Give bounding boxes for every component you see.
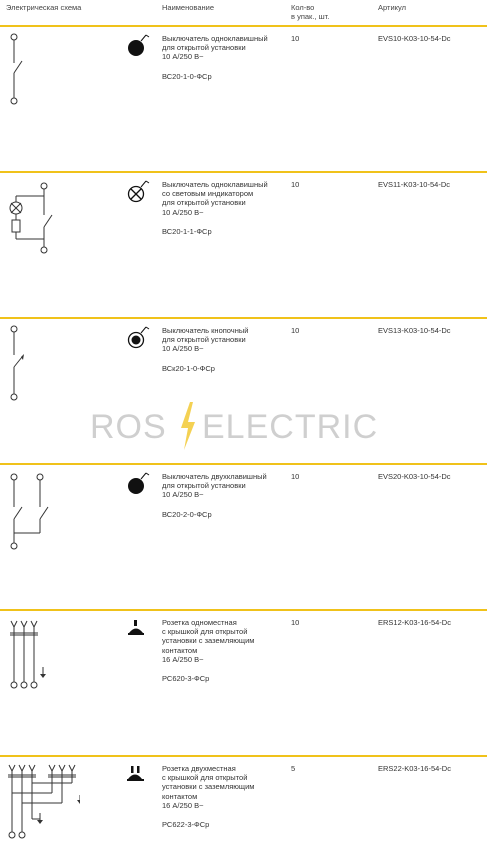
- pack-qty: 5: [291, 764, 296, 773]
- product-code: РС622-3-ФСр: [162, 820, 210, 830]
- product-name: [162, 326, 280, 373]
- watermark: [90, 398, 400, 458]
- socket-double-icon: [124, 761, 154, 789]
- header-scheme: Электрическая схема: [6, 3, 82, 12]
- article-number: EVS13-K03-10-54-Dc: [378, 326, 451, 335]
- scheme-switch-button: [0, 317, 80, 463]
- product-code: ВСк20-1-0-ФСр: [162, 363, 215, 373]
- header-qty-line2: в упак., шт.: [291, 12, 330, 21]
- header-name: Наименование: [162, 3, 214, 12]
- pack-qty: 10: [291, 472, 300, 481]
- product-code: ВС20-1-0-ФСр: [162, 71, 212, 81]
- product-name: [162, 618, 280, 683]
- name-line: Выключатель одноклавишный: [162, 180, 268, 189]
- table-header: [0, 0, 487, 27]
- article-number: ERS12-K03-16-54-Dc: [378, 618, 451, 627]
- name-line: с крышкой для открытой: [162, 773, 248, 783]
- name-line: 10 А/250 В~: [162, 344, 204, 354]
- scheme-socket-single: [0, 609, 80, 755]
- product-name: [162, 472, 280, 519]
- table-row: [0, 171, 487, 317]
- article-number: EVS11-K03-10-54-Dc: [378, 180, 450, 189]
- scheme-switch-single: [0, 25, 80, 171]
- name-line: Выключатель кнопочный: [162, 326, 249, 335]
- pack-qty: 10: [291, 618, 300, 627]
- table-row: [0, 609, 487, 755]
- product-name: [162, 34, 280, 81]
- switch-single-icon: [124, 31, 154, 59]
- product-code: РС620-3-ФСр: [162, 674, 210, 684]
- lightning-bolt-icon: [178, 402, 198, 450]
- name-line: для открытой установки: [162, 198, 246, 208]
- name-line: 10 А/250 В~: [162, 52, 204, 62]
- header-qty: [291, 3, 329, 21]
- switch-double-icon: [124, 469, 154, 497]
- watermark-left-text: ROS: [90, 408, 167, 446]
- name-line: контактом: [162, 645, 198, 655]
- header-qty-line1: Кол-во: [291, 3, 315, 12]
- name-line: с крышкой для открытой: [162, 627, 248, 637]
- table-row: [0, 755, 487, 863]
- name-line: Выключатель двухклавишный: [162, 472, 267, 481]
- article-number: EVS20-K03-10-54-Dc: [378, 472, 451, 481]
- name-line: 10 А/250 В~: [162, 490, 204, 500]
- name-line: Розетка одноместная: [162, 618, 237, 627]
- table-row: [0, 25, 487, 171]
- article-number: ERS22-K03-16-54-Dc: [378, 764, 451, 773]
- scheme-switch-indicator: [0, 171, 80, 317]
- product-code: ВС20-2-0-ФСр: [162, 509, 212, 519]
- pack-qty: 10: [291, 34, 300, 43]
- name-line: Выключатель одноклавишный: [162, 34, 268, 43]
- name-line: контактом: [162, 791, 198, 801]
- switch-indicator-icon: [124, 177, 154, 205]
- table-row: [0, 463, 487, 609]
- name-line: со световым индикатором: [162, 189, 254, 199]
- name-line: 16 А/250 В~: [162, 654, 204, 664]
- pack-qty: 10: [291, 326, 300, 335]
- socket-single-icon: [124, 615, 154, 643]
- product-name: [162, 764, 280, 829]
- name-line: 16 А/250 В~: [162, 800, 204, 810]
- name-line: Розетка двухместная: [162, 764, 236, 773]
- name-line: установки с заземляющим: [162, 636, 255, 646]
- article-number: EVS10-K03-10-54-Dc: [378, 34, 451, 43]
- name-line: для открытой установки: [162, 335, 246, 345]
- pack-qty: 10: [291, 180, 300, 189]
- scheme-socket-double: [0, 755, 80, 863]
- switch-button-icon: [124, 323, 154, 351]
- name-line: установки с заземляющим: [162, 782, 255, 792]
- header-article: Артикул: [378, 3, 406, 12]
- name-line: для открытой установки: [162, 43, 246, 53]
- product-code: ВС20-1-1-ФСр: [162, 226, 212, 236]
- name-line: 10 А/250 В~: [162, 207, 204, 217]
- scheme-switch-double: [0, 463, 80, 609]
- name-line: для открытой установки: [162, 481, 246, 491]
- product-name: [162, 180, 280, 236]
- watermark-right-text: ELECTRIC: [202, 408, 379, 446]
